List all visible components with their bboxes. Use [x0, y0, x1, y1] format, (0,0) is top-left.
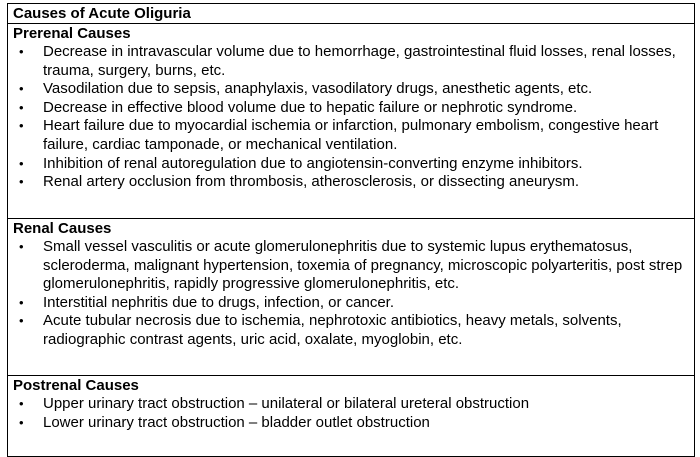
list-item-text: Small vessel vasculitis or acute glomerulonephritis due to systemic lupus erythematosus, scleroderma, malignant hypertension, toxemia of pregnancy, microscopic polyarteritis, post strep glomerulonephritis, rapidly progressive glomerulonephritis, etc. [43, 238, 683, 293]
bullet-icon: • [19, 155, 24, 171]
bullet-icon: • [19, 174, 24, 190]
list-item [13, 99, 694, 118]
list-item [13, 395, 694, 414]
list-item-text: Vasodilation due to sepsis, anaphylaxis, vasodilatory drugs, anesthetic agents, etc. [43, 80, 593, 98]
section-heading-postrenal: Postrenal Causes [13, 377, 139, 394]
list-item-text: Acute tubular necrosis due to ischemia, nephrotoxic antibiotics, heavy metals, solvents, radiographic contrast agents, uric acid, oxalate, myoglobin, etc. [43, 312, 622, 348]
list-item-text: Upper urinary tract obstruction – unilateral or bilateral ureteral obstruction [43, 395, 530, 412]
list-item [13, 173, 694, 192]
list-item [13, 238, 694, 294]
bullet-icon: • [19, 81, 24, 97]
postrenal-list [13, 395, 694, 432]
list-item [13, 414, 694, 433]
list-item-text: Renal artery occlusion from thrombosis, atherosclerosis, or dissecting aneurysm. [43, 173, 580, 191]
bullet-icon: • [19, 313, 24, 329]
list-item [13, 312, 694, 349]
bullet-icon: • [19, 396, 24, 411]
list-item-text: Heart failure due to myocardial ischemia or infarction, pulmonary embolism, congestive heart failure, cardiac tamponade, or mechanical ventilation. [43, 117, 659, 153]
list-item-text: Decrease in intravascular volume due to hemorrhage, gastrointestinal fluid losses, renal losses, trauma, surgery, burns, etc. [43, 43, 676, 79]
list-item-text: Inhibition of renal autoregulation due to angiotensin-converting enzyme inhibitors. [43, 154, 583, 172]
bullet-icon: • [19, 118, 24, 134]
bullet-icon: • [19, 99, 24, 115]
prerenal-list [13, 43, 694, 192]
renal-list [13, 238, 694, 350]
section-postrenal [8, 377, 694, 456]
list-item-text: Lower urinary tract obstruction – bladder outlet obstruction [43, 413, 430, 431]
list-item [13, 43, 694, 80]
list-item [13, 80, 694, 99]
bullet-icon: • [19, 44, 24, 59]
bullet-icon: • [19, 294, 24, 310]
bullet-icon: • [19, 414, 24, 430]
section-prerenal [8, 25, 694, 219]
bullet-icon: • [19, 239, 24, 254]
table-title: Causes of Acute Oliguria [8, 4, 694, 24]
list-item [13, 155, 694, 174]
causes-table [7, 3, 695, 457]
section-heading-prerenal: Prerenal Causes [13, 25, 131, 42]
list-item-text: Interstitial nephritis due to drugs, infection, or cancer. [43, 293, 395, 311]
list-item-text: Decrease in effective blood volume due to hepatic failure or nephrotic syndrome. [43, 98, 578, 116]
list-item [13, 117, 694, 154]
section-heading-renal: Renal Causes [13, 220, 112, 237]
section-renal [8, 220, 694, 376]
list-item [13, 294, 694, 313]
